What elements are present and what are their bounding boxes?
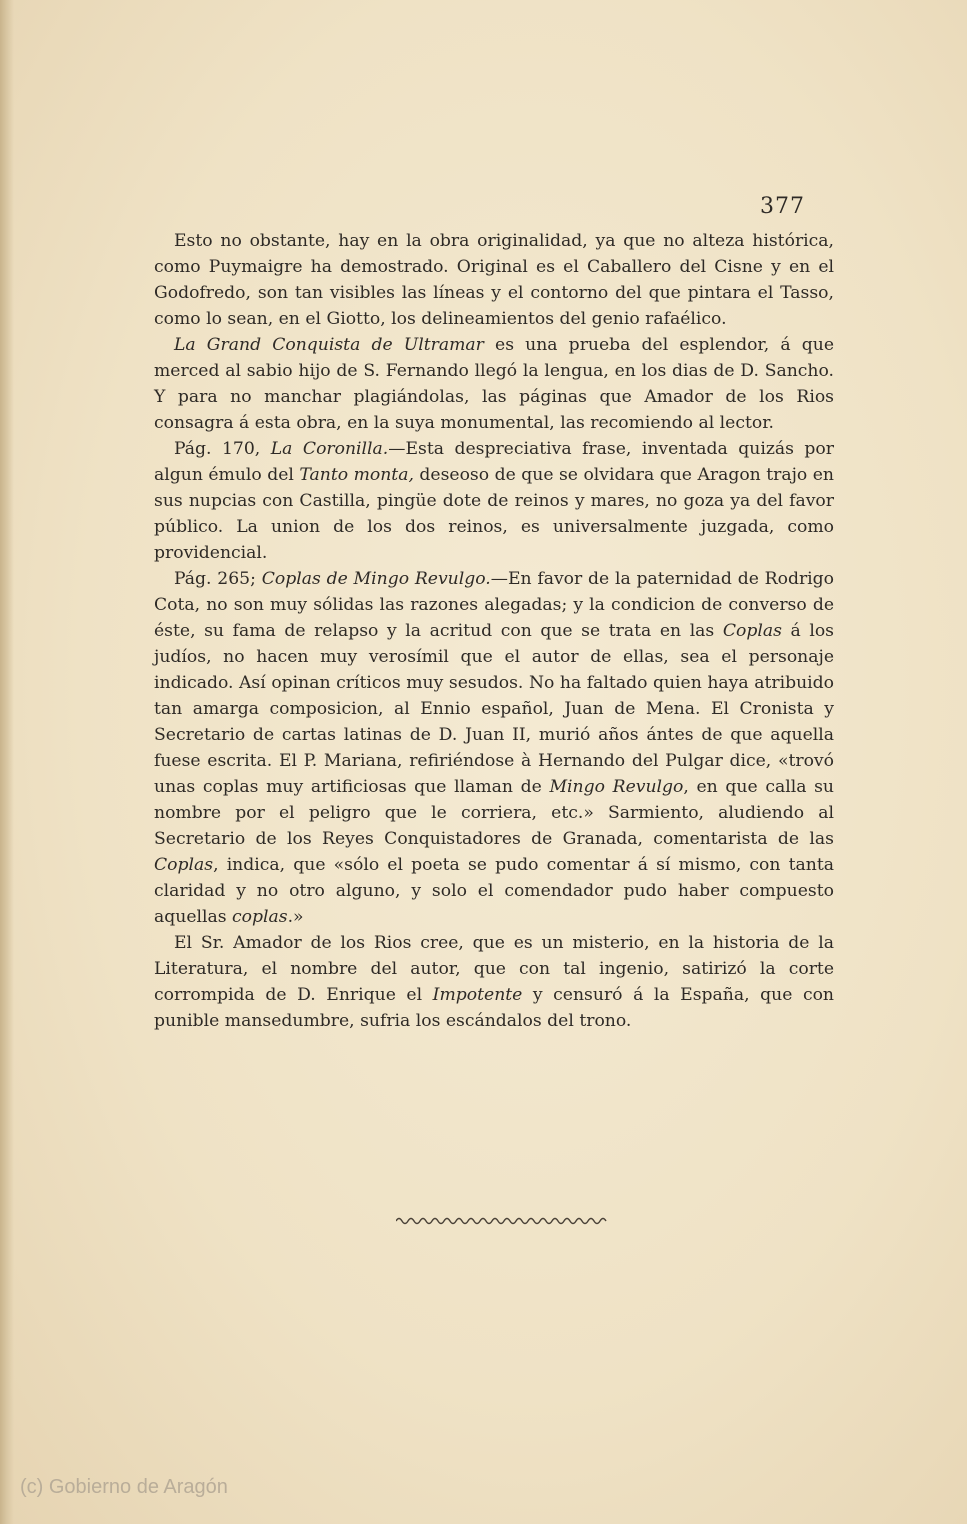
paragraph-3: Pág. 170, La Coronilla.—Esta despreciativa frase, inventada quizás por algun émulo del Tanto monta, deseoso de que se olvidara que Aragon trajo en sus nupcias con Castilla, pingüe dote de reinos y mares, no goza ya del favor público. La union de los dos reinos, es universalmente juzgada, como providencial.	[154, 439, 835, 563]
copyright-watermark: (c) Gobierno de Aragón	[20, 1476, 228, 1498]
paragraph-2: La Grand Conquista de Ultramar es una prueba del esplendor, á que merced al sabio hijo de S. Fernando llegó la lengua, en los dias de D. Sancho. Y para no manchar plagiándolas, las páginas que Amador de los Rios consagra á esta obra, en la suya monumental, las recomiendo al lector.	[154, 335, 834, 433]
paragraph-1: Esto no obstante, hay en la obra originalidad, ya que no alteza histórica, como Puymaigre ha demostrado. Original es el Caballero del Cisne y en el Godofredo, son tan visibles las líneas y el contorno del que pintara el Tasso, como lo sean, en el Giotto, los delineamientos del genio rafaélico.	[154, 231, 834, 329]
wavy-rule-ornament	[396, 1216, 608, 1226]
body-text	[154, 228, 834, 1034]
page-number: 377	[760, 194, 805, 219]
page-binding-edge	[0, 0, 14, 1524]
book-title: La Grand Conquista de Ultramar	[174, 335, 484, 355]
paragraph-5: El Sr. Amador de los Rios cree, que es un misterio, en la historia de la Literatura, el nombre del autor, que con tal ingenio, satirizó la corte corrompida de D. Enrique el Impotente y censuró á la España, que con punible mansedumbre, sufria los escándalos del trono.	[154, 933, 834, 1031]
paragraph-4: Pág. 265; Coplas de Mingo Revulgo.—En favor de la paternidad de Rodrigo Cota, no son muy sólidas las razones alegadas; y la condicion de converso de éste, su fama de relapso y la acritud con que se trata en las Coplas á los judíos, no hacen muy verosímil que el autor de ellas, sea el personaje indicado. Así opinan críticos muy sesudos. No ha faltado quien haya atribuido tan amarga composicion, al Ennio español, Juan de Mena. El Cronista y Secretario de cartas latinas de D. Juan II, murió años ántes de que aquella fuese escrita. El P. Mariana, refiriéndose à Hernando del Pulgar dice, «trovó unas coplas muy artificiosas que llaman de Mingo Revulgo, en que calla su nombre por el peligro que le corriera, etc.» Sarmiento, aludiendo al Secretario de los Reyes Conquistadores de Granada, comentarista de las Coplas, indica, que «sólo el poeta se pudo comentar á sí mismo, con tanta claridad y no otro alguno, y solo el comendador pudo haber compuesto aquellas coplas.»	[154, 569, 835, 927]
